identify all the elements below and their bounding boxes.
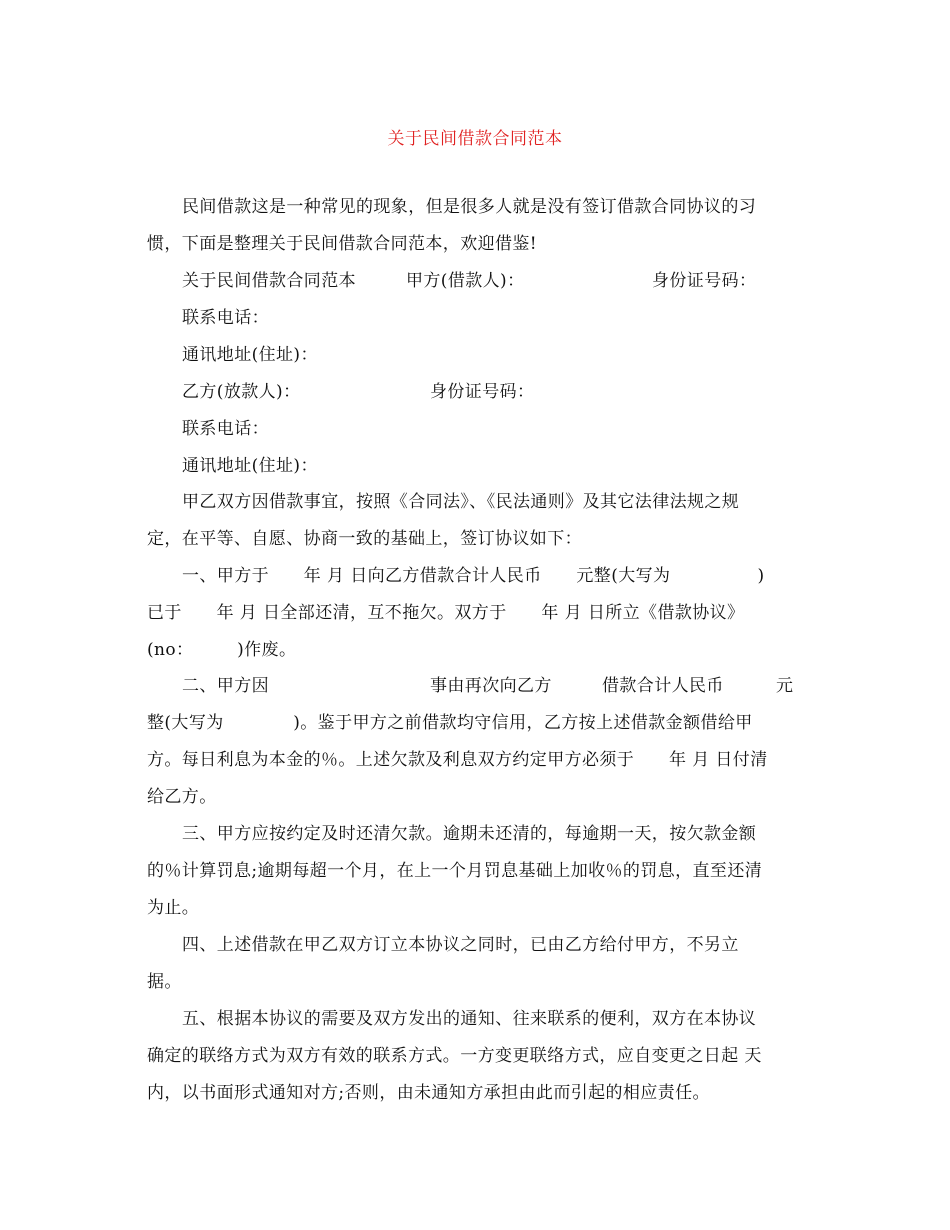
clause2-line-3: 方。每日利息为本金的％。上述欠款及利息双方约定甲方必须于 年 月 日付清 [147, 750, 768, 770]
clause2-line-2: 整(大写为 )。鉴于甲方之前借款均守信用，乙方按上述借款金额借给甲 [147, 713, 753, 733]
preamble-line-2: 定，在平等、自愿、协商一致的基础上，签订协议如下： [147, 529, 582, 549]
document-title: 关于民间借款合同范本 [387, 129, 563, 149]
clause2-line-1-b: 事由再次向乙方 [430, 676, 552, 696]
party-a-heading: 关于民间借款合同范本 [182, 271, 356, 291]
intro-line-1: 民间借款这是一种常见的现象，但是很多人就是没有签订借款合同协议的习 [182, 197, 757, 217]
clause1-line-3: (no： )作废。 [147, 640, 297, 660]
clause5-line-1: 五、根据本协议的需要及双方发出的通知、往来联系的便利，双方在本协议 [182, 1009, 757, 1029]
clause1-line-1: 一、甲方于 年 月 日向乙方借款合计人民币 元整(大写为 ) [182, 566, 765, 586]
party-b-label: 乙方(放款人)： [182, 382, 301, 402]
party-b-address-label: 通讯地址(住址)： [182, 456, 318, 476]
clause3-line-2: 的％计算罚息;逾期每超一个月，在上一个月罚息基础上加收％的罚息，直至还清 [147, 861, 763, 881]
clause4-line-2: 据。 [147, 972, 182, 992]
party-a-id-label: 身份证号码： [652, 271, 757, 291]
clause4-line-1: 四、上述借款在甲乙双方订立本协议之同时，已由乙方给付甲方，不另立 [182, 935, 739, 955]
clause5-line-3: 内，以书面形式通知对方;否则，由未通知方承担由此而引起的相应责任。 [147, 1083, 710, 1103]
party-b-id-label: 身份证号码： [430, 382, 535, 402]
party-a-address-label: 通讯地址(住址)： [182, 345, 318, 365]
intro-line-2: 惯，下面是整理关于民间借款合同范本，欢迎借鉴! [147, 234, 538, 254]
clause2-line-4: 给乙方。 [147, 787, 217, 807]
clause2-line-1-a: 二、甲方因 [182, 676, 269, 696]
clause1-line-2: 已于 年 月 日全部还清，互不拖欠。双方于 年 月 日所立《借款协议》 [147, 603, 745, 623]
clause5-line-2: 确定的联络方式为双方有效的联系方式。一方变更联络方式，应自变更之日起 天 [147, 1046, 762, 1066]
clause2-line-1-d: 元 [776, 676, 794, 696]
party-b-phone-label: 联系电话： [182, 419, 269, 439]
clause3-line-3: 为止。 [147, 898, 200, 918]
clause3-line-1: 三、甲方应按约定及时还清欠款。逾期未还清的，每逾期一天，按欠款金额 [182, 824, 757, 844]
party-a-label: 甲方(借款人)： [406, 271, 525, 291]
clause2-line-1-c: 借款合计人民币 [602, 676, 724, 696]
party-a-phone-label: 联系电话： [182, 308, 269, 328]
preamble-line-1: 甲乙双方因借款事宜，按照《合同法》、《民法通则》及其它法律法规之规 [182, 492, 740, 512]
